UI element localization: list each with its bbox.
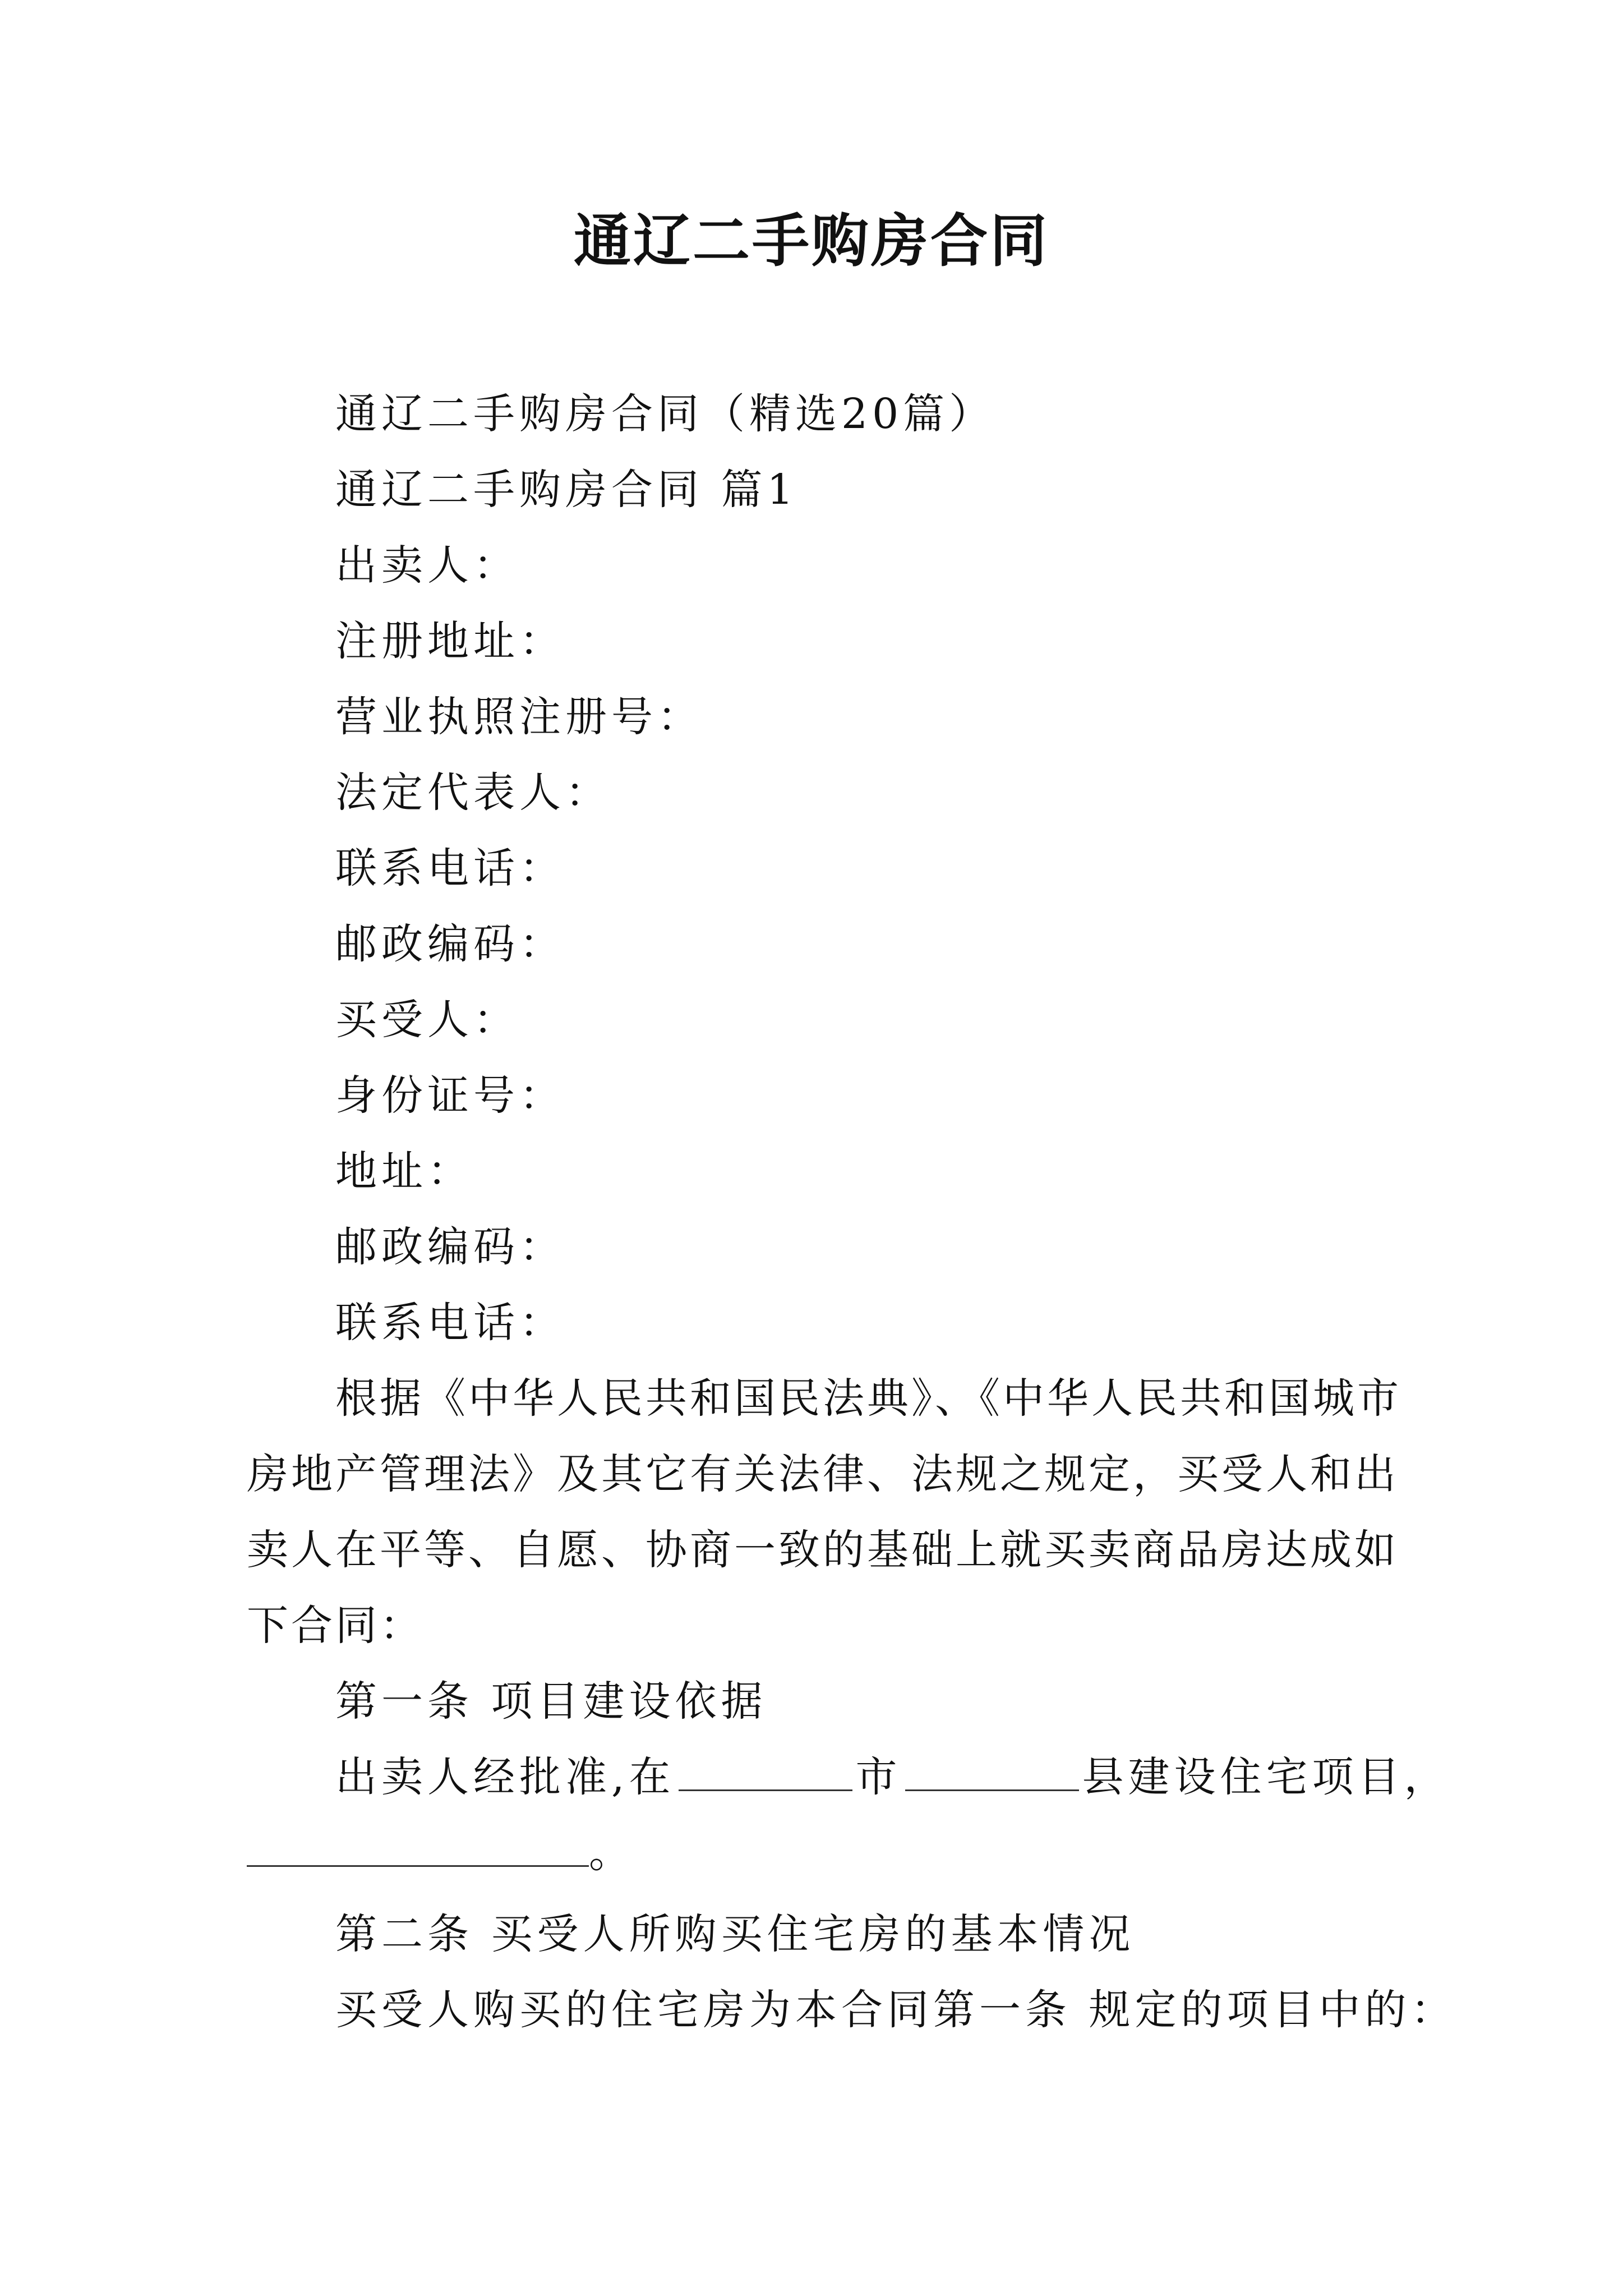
- subtitle: 通辽二手购房合同（精选20篇）: [335, 390, 995, 438]
- article-1-text-part: 县建设住宅项目，: [1082, 1753, 1450, 1801]
- section-heading: 通辽二手购房合同 篇1: [335, 466, 798, 514]
- article-1-heading: 第一条 项目建设依据: [335, 1677, 767, 1726]
- article-2-text: 买受人购买的住宅房为本合同第一条 规定的项目中的：: [335, 1986, 1457, 2034]
- paragraph-line: 卖人在平等、自愿、协商一致的基础上就买卖商品房达成如: [247, 1526, 1399, 1574]
- article-1-end: 。: [589, 1829, 635, 1877]
- article-1-text-part: 出卖人经批准,在: [335, 1753, 675, 1801]
- paragraph-line: 下合同：: [247, 1602, 424, 1650]
- city-blank[interactable]: [679, 1750, 852, 1791]
- document-title: 通辽二手购房合同: [574, 208, 1049, 275]
- seller-phone-field: 联系电话：: [335, 844, 565, 892]
- paragraph-line: 根据《中华人民共和国民法典》、《中华人民共和国城市: [335, 1374, 1401, 1423]
- project-blank[interactable]: [247, 1826, 589, 1867]
- buyer-address-field: 地址：: [335, 1147, 473, 1195]
- id-number-field: 身份证号：: [335, 1071, 565, 1120]
- legal-representative-field: 法定代表人：: [335, 769, 611, 817]
- article-2-heading: 第二条 买受人所购买住宅房的基本情况: [335, 1910, 1135, 1958]
- seller-field: 出卖人：: [335, 541, 519, 590]
- buyer-phone-field: 联系电话：: [335, 1299, 565, 1347]
- seller-postcode-field: 邮政编码：: [335, 920, 565, 968]
- buyer-postcode-field: 邮政编码：: [335, 1223, 565, 1271]
- business-license-field: 营业执照注册号：: [335, 693, 703, 741]
- article-1-continuation: [247, 1825, 635, 1881]
- county-blank[interactable]: [905, 1750, 1079, 1791]
- article-1-text: [335, 1749, 1450, 1805]
- buyer-field: 买受人：: [335, 996, 519, 1044]
- paragraph-line: 房地产管理法》及其它有关法律、法规之规定，买受人和出: [247, 1450, 1399, 1498]
- registered-address-field: 注册地址：: [335, 617, 565, 665]
- article-1-text-part: 市: [855, 1753, 902, 1801]
